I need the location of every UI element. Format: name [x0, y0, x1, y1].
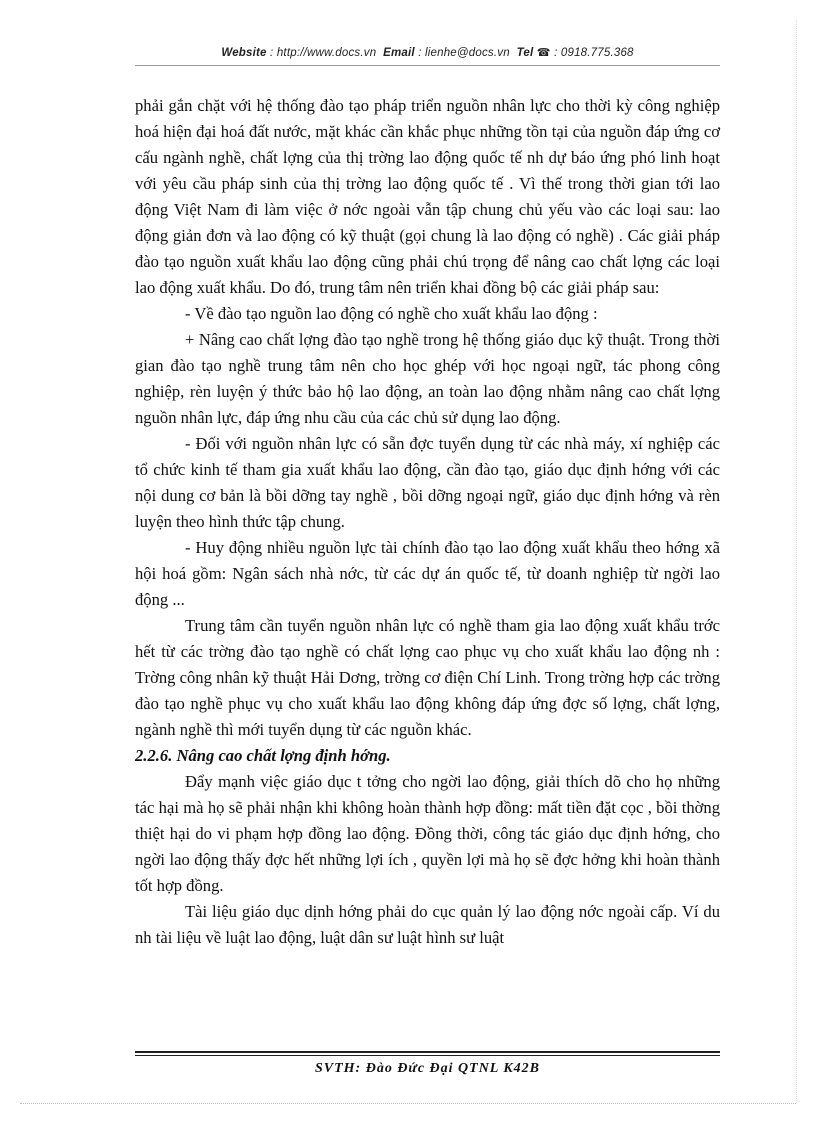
- page-footer: SVTH: Đào Đức Đại QTNL K42B: [314, 1061, 541, 1076]
- tel-value: : 0918.775.368: [554, 47, 634, 59]
- page-edge-right: [796, 20, 797, 1103]
- paragraph-8: Tài liệu giáo dục dịnh hớng phải do cục quản lý lao động nớc ngoài cấp. Ví du nh tài liệu về luật lao động, luật dân sư luật hình sư luật: [135, 902, 720, 947]
- email-label: Email: [383, 47, 415, 59]
- footer-rule-thin: [135, 1055, 720, 1056]
- paragraph-4: - Đối với nguồn nhân lực có sẵn đợc tuyển dụng từ các nhà máy, xí nghiệp các tổ chức kinh tế tham gia xuất khẩu lao động, cần đào tạo, giáo dục định hớng với các nội dung cơ bản là bồi dỡng tay nghề , bồi dỡng ngoại ngữ, giáo dục định hớng và rèn luyện theo hình thức tập chung.: [135, 434, 720, 531]
- phone-icon: ☎: [536, 47, 551, 59]
- document-body: [135, 93, 720, 951]
- website-value: : http://www.docs.vn: [270, 47, 377, 59]
- paragraph-7: Đẩy mạnh việc giáo dục t tởng cho ngời lao động, giải thích dõ cho họ những tác hại mà họ sẽ phải nhận khi không hoàn thành hợp đồng: mất tiền đặt cọc , bồi thờng thiệt hại do vi phạm hợp đồng lao động. Đồng thời, công tác giáo dục định hớng, cho ngời lao động thấy đợc hết những lợi ích , quyền lợi mà họ sẽ đợc hởng khi hoàn thành tốt hợp đồng.: [135, 772, 720, 895]
- page-header: [135, 46, 720, 59]
- paragraph-2: - Về đào tạo nguồn lao động có nghề cho xuất khẩu lao động :: [185, 304, 598, 323]
- paragraph-6: Trung tâm cần tuyển nguồn nhân lực có nghề tham gia lao động xuất khẩu trớc hết từ các trờng đào tạo nghề có chất lợng cao phục vụ cho xuất khẩu lao động nh : Trờng công nhân kỹ thuật Hải Dơng, trờng cơ điện Chí Linh. Trong trờng hợp các trờng đào tạo nghề phục vụ cho xuất khẩu lao động không đáp ứng đợc số lợng, chất lợng, ngành nghề thì mới tuyển dụng từ các nguồn khác.: [135, 616, 720, 739]
- paragraph-3: + Nâng cao chất lợng đào tạo nghề trong hệ thống giáo dục kỹ thuật. Trong thời gian đào tạo nghề trung tâm nên cho học ghép với học ngoại ngữ, tác phong công nghiệp, rèn luyện ý thức bảo hộ lao động, an toàn lao động nhằm nâng cao chất lợng nguồn nhân lực, đáp ứng nhu cầu của các chủ sử dụng lao động.: [135, 330, 720, 427]
- footer-rule-thick: [135, 1051, 720, 1053]
- website-label: Website: [221, 47, 267, 59]
- email-value: : lienhe@docs.vn: [418, 47, 510, 59]
- section-heading: 2.2.6. Nâng cao chất lợng định hớng.: [135, 746, 391, 765]
- paragraph-5: - Huy động nhiều nguồn lực tài chính đào tạo lao động xuất khẩu theo hớng xã hội hoá gồm: Ngân sách nhà nớc, từ các dự án quốc tế, từ doanh nghiệp từ ngời lao động ...: [135, 538, 720, 609]
- page-edge-bottom: [20, 1103, 796, 1104]
- header-rule: [135, 65, 720, 66]
- paragraph-1: phải gắn chặt với hệ thống đào tạo pháp triển nguồn nhân lực cho thời kỳ công nghiệp hoá hiện đại hoá đất nước, mặt khác cần khắc phục những tồn tại của nguồn đáp ứng cơ cấu ngành nghề, chất lợng của thị trờng lao động quốc tế nh dự báo ứng phó linh hoạt với yêu cầu pháp sinh của thị trờng lao động quốc tế . Vì thế trong thời gian tới lao động Việt Nam đi làm việc ở nớc ngoài vẫn tập chung chủ yếu vào các loại sau: lao động giản đơn và lao động có kỹ thuật (gọi chung là lao động có nghề) . Các giải pháp đào tạo nguồn xuất khẩu lao động cũng phải chú trọng để nâng cao chất lợng các loại lao động xuất khẩu. Do đó, trung tâm nên triển khai đồng bộ các giải pháp sau:: [135, 96, 720, 297]
- tel-label: Tel: [516, 47, 534, 59]
